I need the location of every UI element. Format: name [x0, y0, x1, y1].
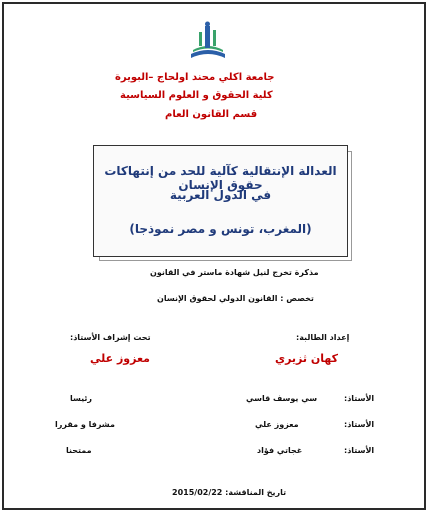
supervisor-label: تحت إشراف الأستاذ: [70, 333, 151, 342]
committee-role-3: ممتحنا [66, 446, 92, 455]
specialty-text: تخصص : القانون الدولي لحقوق الإنسان [157, 294, 314, 303]
student-label: إعداد الطالبة: [296, 333, 350, 342]
thesis-title-line2: في الدول العربية [169, 188, 272, 202]
committee-name-3: غجاتي فؤاد [257, 446, 303, 455]
supervisor-name: معزوز علي [90, 352, 150, 365]
thesis-title-line1: العدالة الإنتقالية كآلية للحد من إنتهاكات حقوق الإنسان [104, 164, 337, 192]
committee-label-3: الأستاذ: [344, 446, 375, 455]
student-name: كهان ثزيري [275, 352, 339, 365]
committee-name-2: معزوز علي [255, 420, 299, 429]
committee-role-1: رئيسا [70, 394, 93, 403]
committee-name-1: سي يوسف قاسي [246, 394, 318, 403]
memo-text: مذكرة تخرج لنيل شهادة ماستر في القانون [150, 268, 319, 277]
thesis-title-line3: (المغرب، تونس و مصر نموذجا) [129, 222, 312, 236]
committee-label-2: الأستاذ: [344, 420, 375, 429]
committee-label-1: الأستاذ: [344, 394, 375, 403]
university-logo-icon [187, 20, 229, 60]
faculty-name: كلية الحقوق و العلوم السياسية [120, 90, 273, 101]
department-name: قسم القانون العام [165, 109, 258, 120]
committee-role-2: مشرفا و مقررا [55, 420, 115, 429]
thesis-title-box [93, 145, 348, 257]
defense-date: تاريخ المناقشة: 2015/02/22 [172, 488, 287, 497]
university-name: جامعة اكلي محند اولحاج –البويرة [115, 72, 275, 83]
